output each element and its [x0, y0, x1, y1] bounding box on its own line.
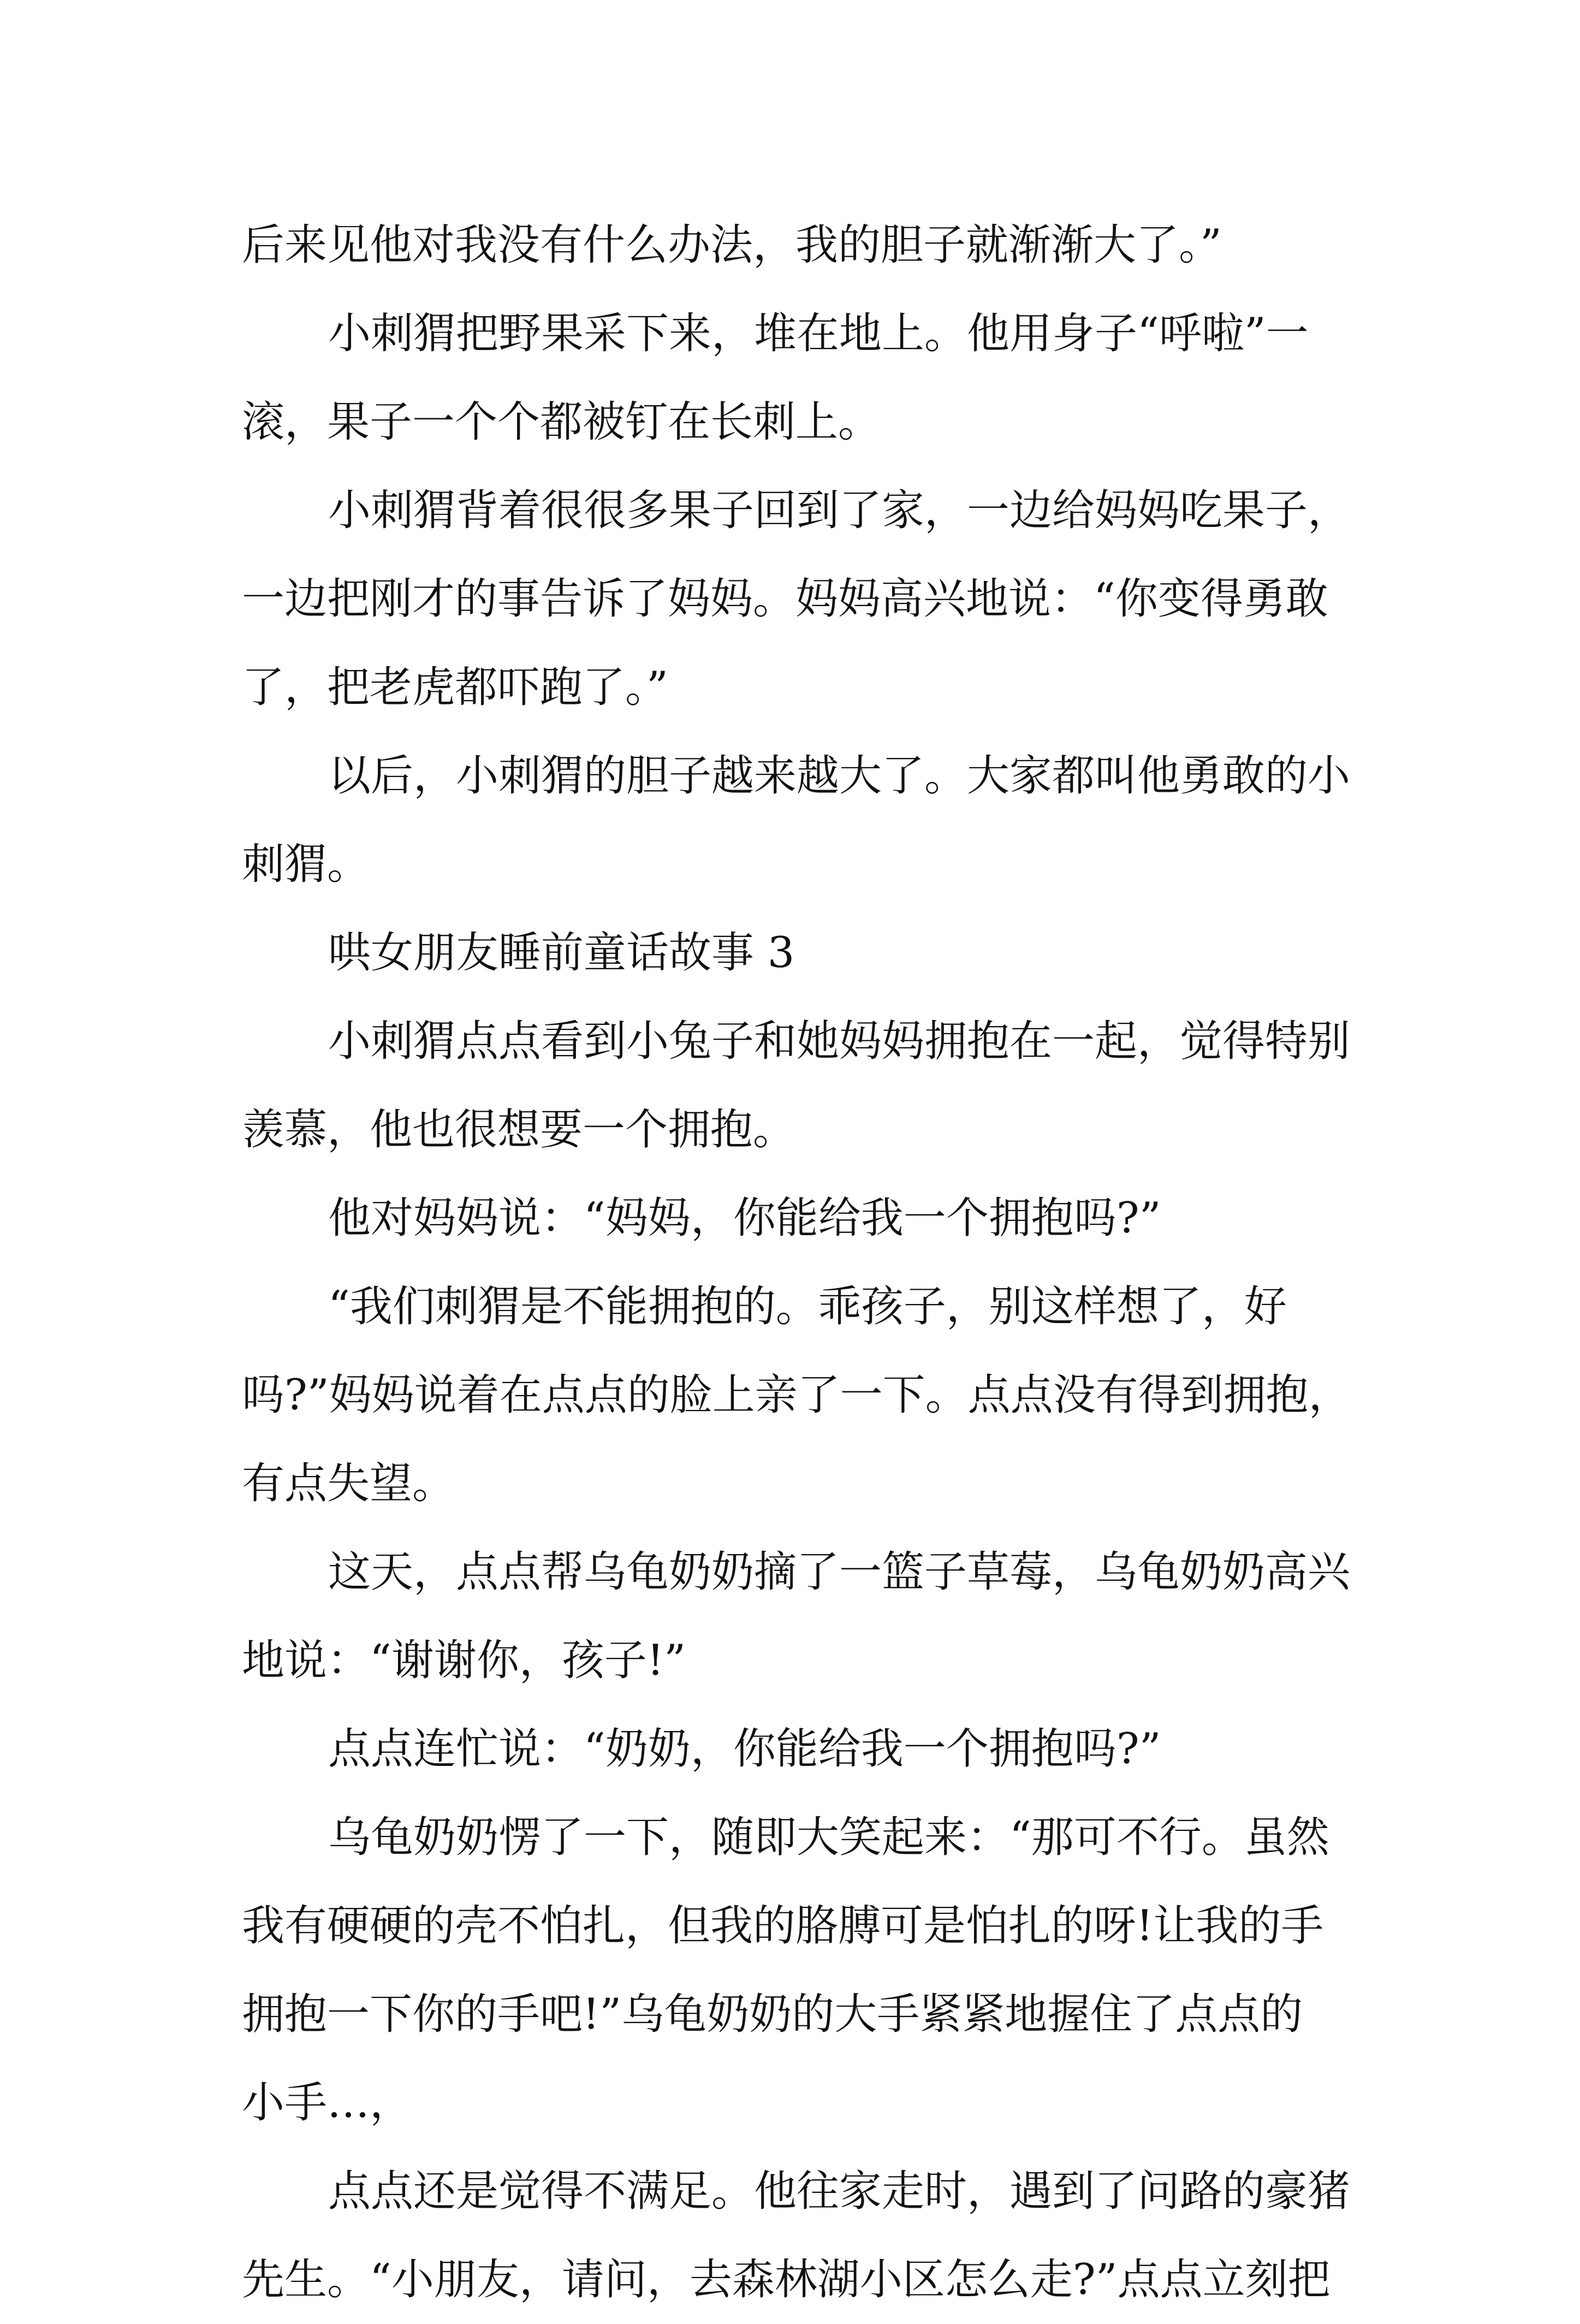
text-line: 小刺猬把野果采下来，堆在地上。他用身子“呼啦”一: [328, 309, 1309, 358]
text-line: 了，把老虎都吓跑了。”: [242, 663, 668, 712]
text-line: 羡慕，他也很想要一个拥抱。: [242, 1105, 796, 1154]
text-line: 有点失望。: [242, 1459, 455, 1508]
text-line: 小刺猬点点看到小兔子和她妈妈拥抱在一起，觉得特别: [328, 1017, 1351, 1066]
text-line: 小刺猬背着很很多果子回到了家，一边给妈妈吃果子，: [328, 486, 1351, 535]
text-line: 我有硬硬的壳不怕扎，但我的胳膊可是怕扎的呀!让我的手: [242, 1901, 1324, 1950]
text-line: 他对妈妈说：“妈妈，你能给我一个拥抱吗?”: [328, 1194, 1161, 1243]
text-line: 后来见他对我没有什么办法，我的胆子就渐渐大了。”: [242, 221, 1222, 270]
text-line: “我们刺猬是不能拥抱的。乖孩子，别这样想了，好: [328, 1282, 1287, 1331]
text-line: 点点连忙说：“奶奶，你能给我一个拥抱吗?”: [328, 1724, 1161, 1774]
text-line: 地说：“谢谢你，孩子!”: [242, 1636, 686, 1685]
text-line: 以后，小刺猬的胆子越来越大了。大家都叫他勇敢的小: [328, 751, 1351, 801]
text-line: 先生。“小朋友，请问，去森林湖小区怎么走?”点点立刻把: [242, 2255, 1330, 2304]
text-line: 滚，果子一个个都被钉在长刺上。: [242, 398, 881, 447]
document-body: [242, 201, 1356, 2324]
text-line: 乌龟奶奶愣了一下，随即大笑起来：“那可不行。虽然: [328, 1813, 1329, 1862]
text-line: 拥抱一下你的手吧!”乌龟奶奶的大手紧紧地握住了点点的: [242, 1990, 1303, 2039]
section-heading: 哄女朋友睡前童话故事 3: [328, 928, 795, 977]
text-line: 一边把刚才的事告诉了妈妈。妈妈高兴地说：“你变得勇敢: [242, 574, 1328, 624]
text-line: 刺猬。: [242, 840, 370, 889]
text-line: 点点还是觉得不满足。他往家走时，遇到了问路的豪猪: [328, 2167, 1351, 2216]
text-line: 这天，点点帮乌龟奶奶摘了一篮子草莓，乌龟奶奶高兴: [328, 1548, 1351, 1597]
text-line: 吗?”妈妈说着在点点的脸上亲了一下。点点没有得到拥抱，: [242, 1371, 1351, 1420]
text-line: 小手…，: [242, 2078, 413, 2127]
